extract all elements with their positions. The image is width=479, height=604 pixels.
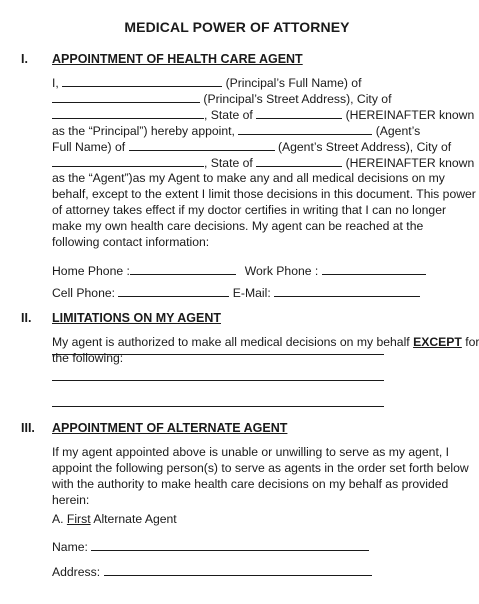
hereinafter-label: (HEREINAFTER known — [345, 108, 475, 122]
cell-phone-blank[interactable] — [118, 285, 229, 297]
principal-city-blank[interactable] — [52, 107, 204, 119]
email-label: E-Mail: — [232, 286, 271, 300]
alt-prefix: A. — [52, 512, 64, 526]
alt-name-line — [52, 539, 369, 555]
state-of-label: , State of — [204, 108, 253, 122]
alt-address-blank[interactable] — [104, 564, 372, 576]
agent-label: (Agent’s — [375, 124, 421, 138]
principal-name-line — [52, 75, 361, 91]
the-following-text: the following: — [52, 351, 124, 365]
principal-address-blank[interactable] — [52, 91, 200, 103]
appoint-text: as the “Principal”) hereby appoint, — [52, 124, 235, 138]
limitations-text: My agent is authorized to make all medical decisions on my behalf — [52, 335, 410, 349]
address-label: Address: — [52, 565, 101, 579]
paragraph-line: herein: — [52, 493, 90, 507]
email-blank[interactable] — [274, 285, 420, 297]
except-text: EXCEPT — [413, 335, 462, 349]
alt-address-line — [52, 564, 372, 580]
section-3-number: III. — [21, 421, 35, 435]
principal-address-line — [52, 91, 391, 107]
agent-hereinafter-label: (HEREINAFTER known — [345, 156, 475, 170]
work-phone-label: Work Phone : — [244, 264, 319, 278]
paragraph-line: appoint the following person(s) to serve as agents in the order set forth below — [52, 461, 469, 475]
limitation-blank-line[interactable] — [52, 380, 384, 381]
principal-address-label: (Principal’s Street Address), City of — [203, 92, 392, 106]
section-2-heading: LIMITATIONS ON MY AGENT — [52, 311, 221, 325]
full-name-of-text: Full Name) of — [52, 140, 126, 154]
principal-name-label: (Principal’s Full Name) of — [225, 76, 362, 90]
paragraph-line: make my own health care decisions. My agent can be reached at the — [52, 219, 424, 233]
limitation-blank-line[interactable] — [52, 406, 384, 407]
section-1-number: I. — [21, 52, 28, 66]
agent-address-blank[interactable] — [129, 139, 275, 151]
agent-city-blank[interactable] — [52, 155, 204, 167]
first-alternate-agent-label — [52, 512, 177, 527]
alt-first: First — [66, 512, 91, 526]
paragraph-line: of attorney takes effect if my doctor certifies in writing that I can no longer — [52, 203, 447, 217]
home-phone-label: Home Phone : — [52, 264, 130, 278]
agent-state-of-label: , State of — [204, 156, 253, 170]
limitations-line — [52, 335, 479, 350]
principal-name-blank[interactable] — [62, 75, 222, 87]
for-text: for — [465, 335, 479, 349]
alt-rest: Alternate Agent — [93, 512, 177, 526]
agent-address-label: (Agent’s Street Address), City of — [277, 140, 452, 154]
section-2-number: II. — [21, 311, 32, 325]
paragraph-line: behalf, except to the extent I limit those decisions in this document. This power — [52, 187, 476, 201]
paragraph-line: as the “Agent”)as my Agent to make any and all medical decisions on my — [52, 171, 445, 185]
appoint-line — [52, 123, 420, 139]
principal-city-line — [52, 107, 474, 123]
home-phone-blank[interactable] — [130, 263, 236, 275]
agent-address-line — [52, 139, 451, 155]
agent-state-blank[interactable] — [256, 155, 342, 167]
agent-city-line — [52, 155, 474, 171]
limitation-blank-line[interactable] — [52, 354, 384, 355]
paragraph-line: with the authority to make health care decisions on my behalf as provided — [52, 477, 449, 491]
cell-email-line — [52, 285, 420, 301]
document-title: MEDICAL POWER OF ATTORNEY — [124, 19, 350, 35]
text-i: I, — [52, 76, 59, 90]
cell-phone-label: Cell Phone: — [52, 286, 116, 300]
work-phone-blank[interactable] — [322, 263, 426, 275]
principal-state-blank[interactable] — [256, 107, 342, 119]
phone-line — [52, 263, 426, 279]
section-1-heading: APPOINTMENT OF HEALTH CARE AGENT — [52, 52, 303, 66]
alt-name-blank[interactable] — [91, 539, 369, 551]
section-3-heading: APPOINTMENT OF ALTERNATE AGENT — [52, 421, 288, 435]
paragraph-line: If my agent appointed above is unable or unwilling to serve as my agent, I — [52, 445, 450, 459]
agent-name-blank[interactable] — [238, 123, 372, 135]
name-label: Name: — [52, 540, 88, 554]
paragraph-line: following contact information: — [52, 235, 210, 249]
